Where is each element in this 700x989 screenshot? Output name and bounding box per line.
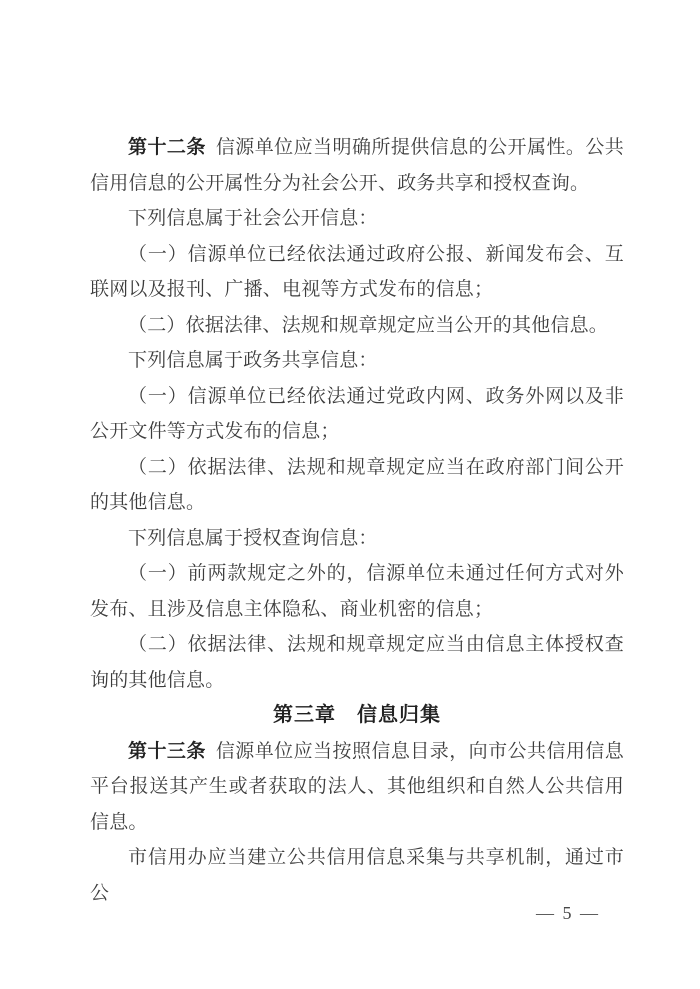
gov-sharing-intro: 下列信息属于政务共享信息： [128,350,378,371]
authorized-query-item-1: （一）前两款规定之外的，信源单位未通过任何方式对外发布、且涉及信息主体隐私、商业机密的信息； [90,563,624,620]
authorized-query-item-2: （二）依据法律、法规和规章规定应当由信息主体授权查询的其他信息。 [90,634,624,691]
authorized-query-intro: 下列信息属于授权查询信息： [128,527,378,549]
credit-office-paragraph: 市信用办应当建立公共信用信息采集与共享机制，通过市公 [90,847,624,904]
page-number: — 5 — [536,903,600,923]
gov-sharing-item-2: （二）依据法律、法规和规章规定应当在政府部门间公开的其他信息。 [90,456,624,513]
social-public-intro: 下列信息属于社会公开信息： [128,208,378,229]
article-12-paragraph [90,130,624,201]
document-body [90,130,624,911]
social-public-item-1: （一）信源单位已经依法通过政府公报、新闻发布会、互联网以及报刊、广播、电视等方式发布的信息； [90,243,624,300]
article-13-paragraph [90,734,624,841]
chapter-3-heading: 第三章 信息归集 [273,704,441,726]
article-13-number: 第十三条 [128,740,206,762]
article-12-text: 信源单位应当明确所提供信息的公开属性。公共信用信息的公开属性分为社会公开、政务共享和授权查询。 [90,137,625,194]
social-public-item-2: （二）依据法律、法规和规章规定应当公开的其他信息。 [128,314,609,336]
article-12-number: 第十二条 [128,137,206,158]
gov-sharing-item-1: （一）信源单位已经依法通过党政内网、政务外网以及非公开文件等方式发布的信息； [90,385,624,442]
article-13-text: 信源单位应当按照信息目录，向市公共信用信息平台报送其产生或者获取的法人、其他组织和自然人公共信用信息。 [90,740,625,833]
